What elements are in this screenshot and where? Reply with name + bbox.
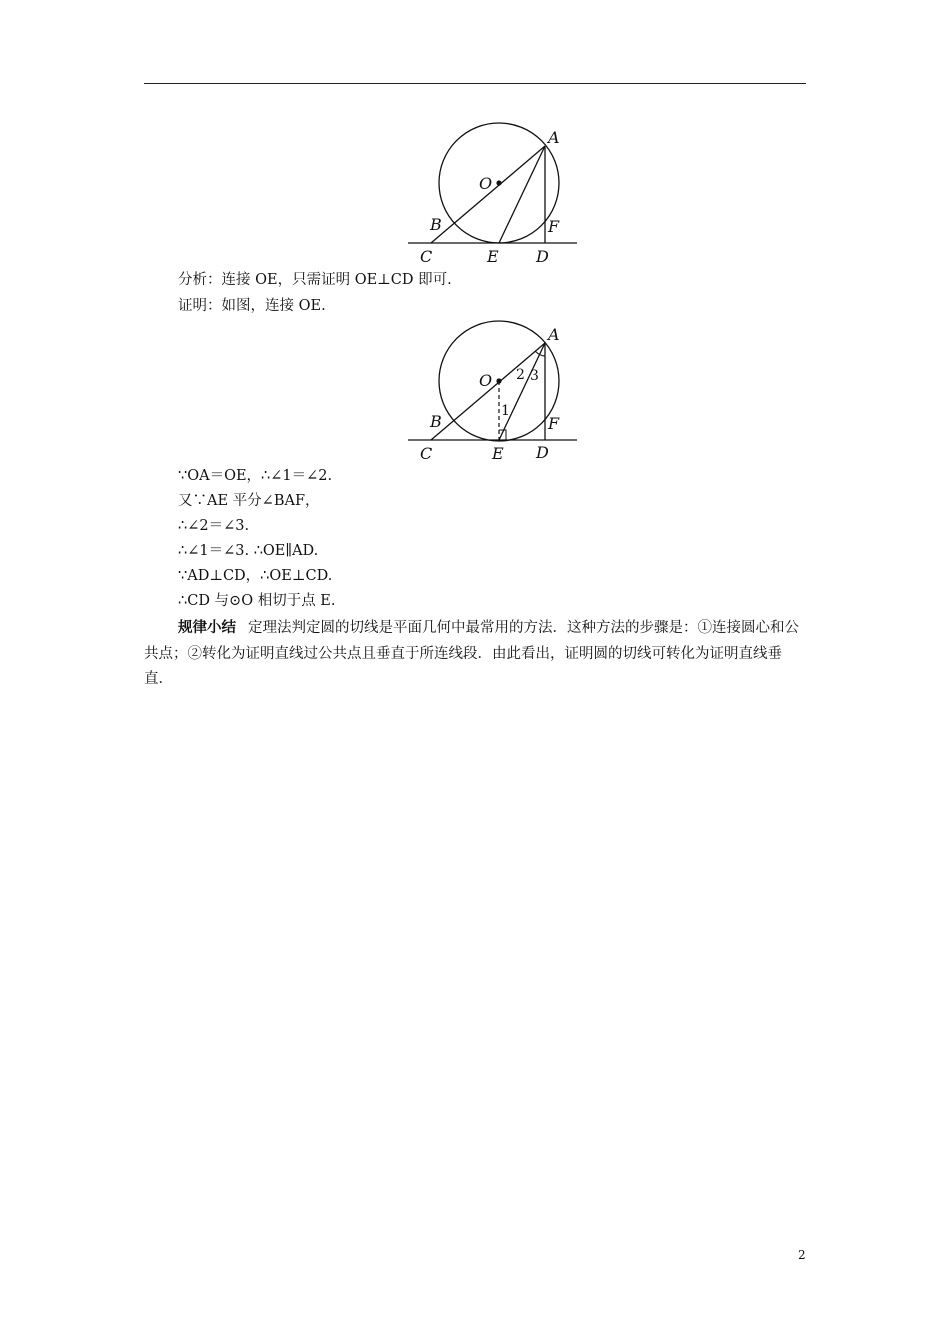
header-rule [144, 83, 806, 84]
proof-step-1: ∵OA＝OE，∴∠1＝∠2. [178, 468, 333, 484]
label-f: F [548, 414, 560, 433]
proof-intro: 证明：如图，连接 OE. [178, 298, 326, 314]
label-d: D [536, 443, 549, 462]
figure-1-circle-tangent [400, 118, 585, 270]
summary-title: 规律小结 [178, 620, 236, 636]
label-o: O [479, 371, 493, 390]
proof-step-2: 又∵AE 平分∠BAF， [178, 493, 320, 509]
center-point [496, 180, 501, 185]
line-ac [431, 343, 545, 440]
proof-step-4: ∴∠1＝∠3. ∴OE∥AD. [178, 543, 319, 559]
angle-label-3: 3 [530, 368, 539, 384]
analysis-text: 分析：连接 OE，只需证明 OE⊥CD 即可. [178, 272, 452, 288]
page-number: 2 [798, 1248, 806, 1262]
label-d: D [536, 247, 549, 266]
label-b: B [430, 412, 442, 431]
proof-step-5: ∵AD⊥CD，∴OE⊥CD. [178, 568, 333, 584]
label-a: A [548, 128, 560, 147]
label-c: C [420, 444, 433, 463]
figure-2-circle-tangent-angles [400, 316, 585, 466]
label-f: F [548, 217, 560, 236]
proof-step-3: ∴∠2＝∠3. [178, 518, 250, 534]
summary-paragraph [144, 616, 808, 693]
label-o: O [479, 174, 493, 193]
summary-text: 定理法判定圆的切线是平面几何中最常用的方法．这种方法的步骤是：①连接圆心和公共点；②转化为证明直线过公共点且垂直于所连线段．由此看出，证明圆的切线可转化为证明直线垂直． [144, 620, 799, 687]
line-ac [431, 146, 545, 243]
label-a: A [548, 325, 560, 344]
angle-label-1: 1 [501, 403, 510, 419]
center-point [496, 378, 501, 383]
angle-label-2: 2 [516, 367, 525, 383]
label-c: C [420, 247, 433, 266]
proof-step-6: ∴CD 与⊙O 相切于点 E. [178, 593, 336, 609]
label-e: E [492, 444, 504, 463]
label-e: E [487, 247, 499, 266]
line-ae [499, 343, 545, 440]
label-b: B [430, 215, 442, 234]
